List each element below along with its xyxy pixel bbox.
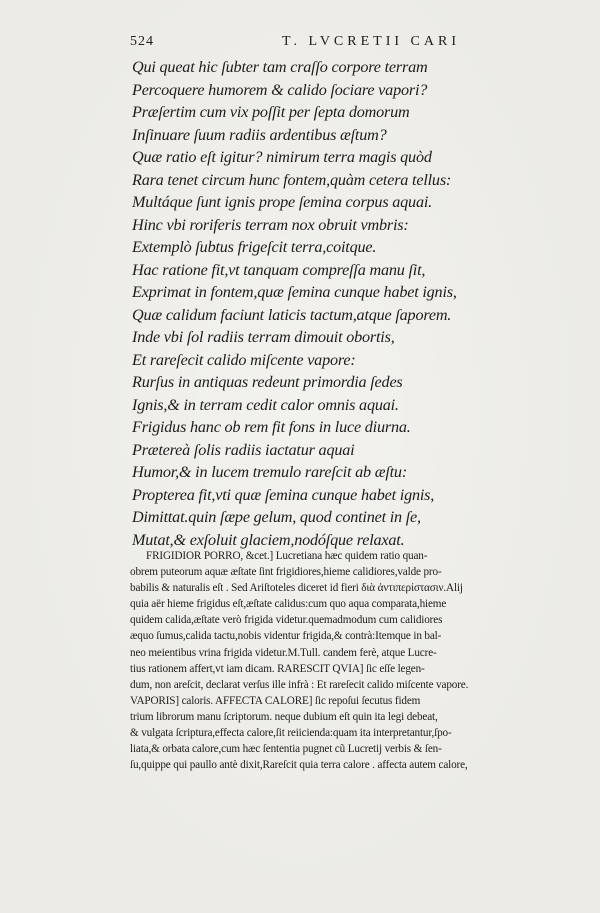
verse-line: Præſertim cum vix poſſit per ſepta domorum xyxy=(132,103,410,121)
verse-line: Hinc vbi roriferis terram nox obruit vmbris: xyxy=(132,215,409,234)
verse-line: Humor,& in lucem tremulo rareſcit ab æſtu: xyxy=(132,463,408,481)
commentary-line: babilis & naturalis eſt . Sed Ariſtoteles diceret id fieri διὰ ἀντιπερίστασιν.Alij xyxy=(130,582,463,595)
verse-line: Percoquere humorem & calido ſociare vapori? xyxy=(132,80,428,99)
commentary-line: trium librorum manu ſcriptorum. neque dubium eſt quin ita legi debeat, xyxy=(130,710,438,723)
verse-line: Rurſus in antiquas redeunt primordia ſedes xyxy=(132,373,403,391)
verse-line: Extemplò ſubtus frigeſcit terra,coitque. xyxy=(132,238,377,256)
commentary-line: obrem puteorum aquæ æſtate ſint frigidiores,hieme calidiores,valde pro- xyxy=(130,566,442,579)
running-title: T. LVCRETII CARI xyxy=(282,34,460,49)
running-head xyxy=(130,34,460,54)
verse-line: Frigidus hanc ob rem fit fons in luce diurna. xyxy=(132,418,411,436)
commentary-line: quidem calida,æſtate verò frigida videtur.quemadmodum cum calidiores xyxy=(130,614,443,627)
verse-block xyxy=(132,56,472,551)
verse-line: Quæ ratio eſt igitur? nimirum terra magis quòd xyxy=(132,148,432,166)
verse-line: Qui queat hic ſubter tam craſſo corpore terram xyxy=(132,58,428,76)
commentary-line: ſu,quippe qui paullo antè dixit,Rareſcit quia terra calore . affecta autem calore, xyxy=(130,759,468,772)
verse-line: Propterea fit,vti quæ ſemina cunque habet ignis, xyxy=(132,485,435,504)
verse-line: Dimittat.quin ſæpe gelum, quod continet in ſe, xyxy=(132,508,421,526)
verse-line: Mutat,& exſoluit glaciem,nodóſque relaxat. xyxy=(132,530,405,549)
verse-line: Inſinuare ſuum radiis ardentibus æſtum? xyxy=(132,125,387,144)
commentary-line: æquo ſumus,calida tactu,nobis videntur frigida,& contrà:Itemque in bal- xyxy=(130,630,442,643)
verse-line: Hac ratione fit,vt tanquam compreſſa manu ſit, xyxy=(132,260,426,279)
verse-line: Multáque ſunt ignis prope ſemina corpus aquai. xyxy=(132,193,432,211)
commentary-line: liata,& orbata calore,cum hæc ſententia pugnet cũ Lucretij verbis & ſen- xyxy=(130,743,442,756)
commentary-line: tius rationem affert,vt iam dicam. RARESCIT QVIA] ſic eſſe legen- xyxy=(130,662,425,675)
commentary-line: VAPORIS] caloris. AFFECTA CALORE] ſic repoſui ſecutus fidem xyxy=(130,694,421,707)
verse-line: Et rareſecit calido miſcente vapore: xyxy=(132,350,356,369)
commentary-line: & vulgata ſcriptura,effecta calore,ſit reiicienda:quam ita interpretantur,ſpo- xyxy=(130,727,452,740)
commentary-block xyxy=(130,548,472,773)
commentary-line: quia aër hieme frigidus eſt,æſtate calidus:cum quo aqua comparata,hieme xyxy=(130,598,447,611)
commentary-line: FRIGIDIOR PORRO, &cet.] Lucretiana hæc quidem ratio quan- xyxy=(146,550,428,562)
commentary-line: neo meientibus vrina frigida videtur.M.Tull. candem ferè, atque Lucre- xyxy=(130,646,437,659)
verse-line: Inde vbi ſol radiis terram dimouit obortis, xyxy=(132,328,395,346)
verse-line: Quæ calidum faciunt laticis tactum,atque ſaporem. xyxy=(132,305,452,324)
verse-line: Ignis,& in terram cedit calor omnis aquai. xyxy=(132,395,399,414)
verse-line: Prætereà ſolis radiis iactatur aquai xyxy=(132,440,355,459)
page-number: 524 xyxy=(130,34,154,49)
verse-line: Rara tenet circum hunc fontem,quàm cetera tellus: xyxy=(132,170,452,189)
commentary-line: dum, non areſcit, declarat verſus ille infrà : Et rareſecit calido miſcente vapore. xyxy=(130,678,469,691)
verse-line: Exprimat in fontem,quæ ſemina cunque habet ignis, xyxy=(132,283,457,301)
